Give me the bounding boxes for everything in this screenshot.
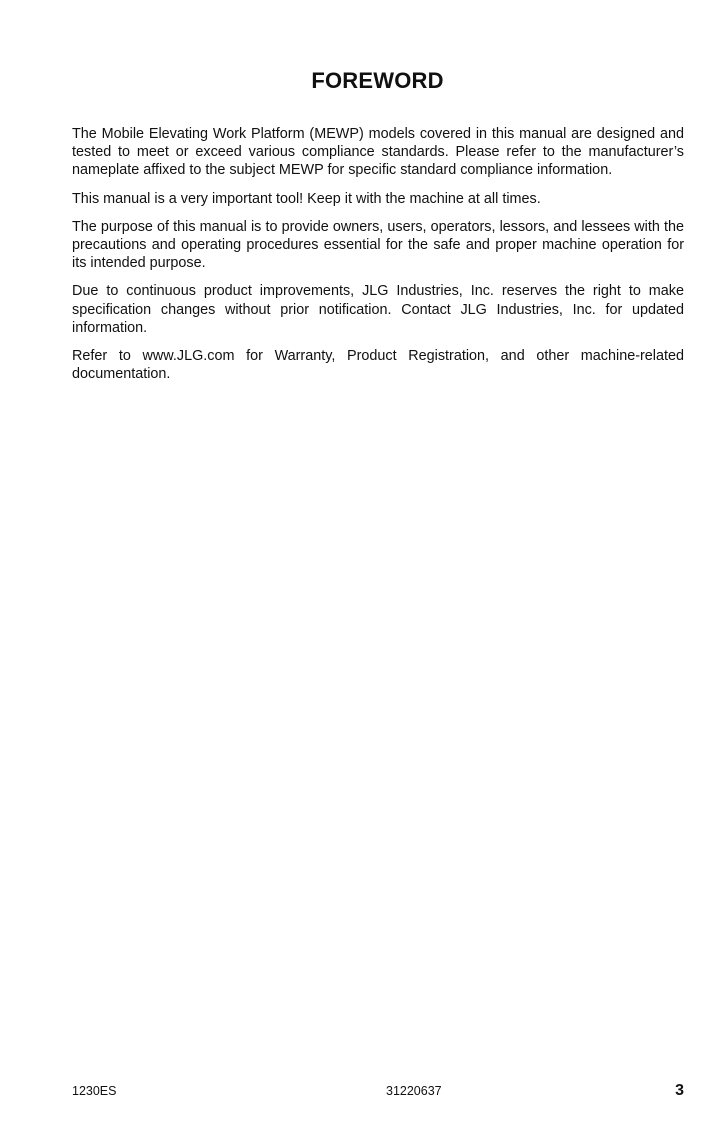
- footer-page-number: 3: [675, 1082, 684, 1099]
- footer-document-number: 31220637: [386, 1084, 442, 1098]
- paragraph-product-improvements: Due to continuous product improvements, JLG Industries, Inc. reserves the right to make specification changes without prior notification. Contact JLG Industries, Inc. for updated information.: [72, 283, 684, 336]
- paragraph-compliance: The Mobile Elevating Work Platform (MEWP) models covered in this manual are designed and tested to meet or exceed various compliance standards. Please refer to the manufacturer’s nameplate affixed to the subject MEWP for specific standard compliance information.: [72, 126, 684, 179]
- paragraph-website-reference: Refer to www.JLG.com for Warranty, Product Registration, and other machine-related documentation.: [72, 348, 684, 383]
- page-title: FOREWORD: [311, 68, 444, 93]
- paragraph-purpose: The purpose of this manual is to provide owners, users, operators, lessors, and lessees with the precautions and operating procedures essential for the safe and proper machine operation for its intended purpose.: [72, 218, 684, 272]
- foreword-body: [72, 125, 684, 393]
- paragraph-important-tool: This manual is a very important tool! Keep it with the machine at all times.: [72, 190, 541, 207]
- footer-model: 1230ES: [72, 1084, 117, 1098]
- page-footer: [0, 1082, 725, 1102]
